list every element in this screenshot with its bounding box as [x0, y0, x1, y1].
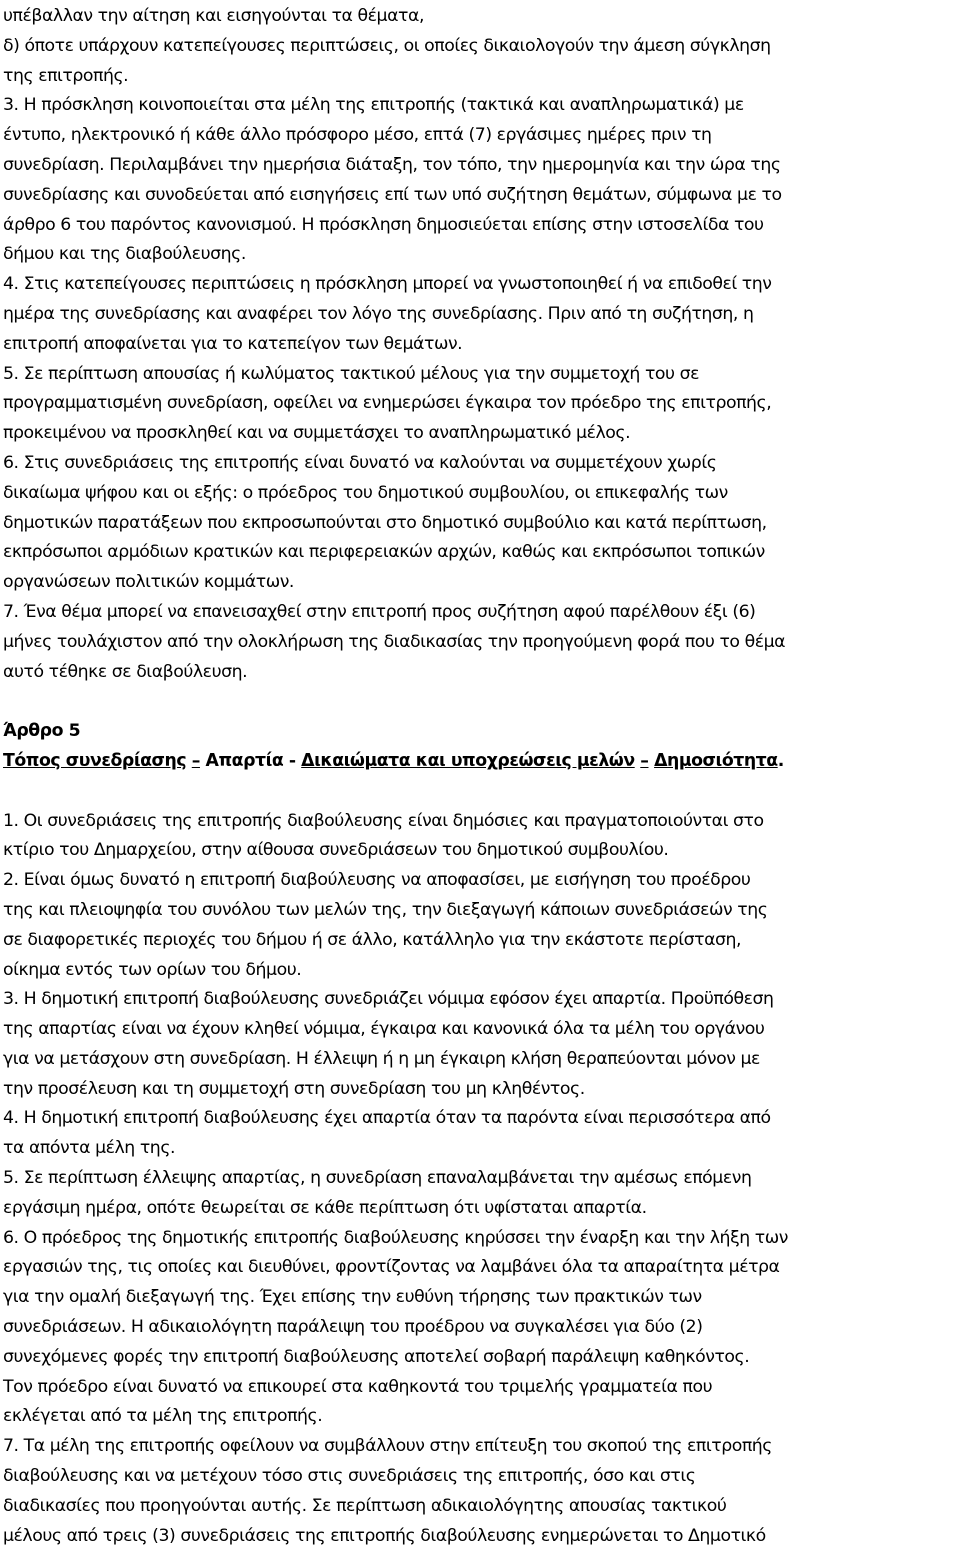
text-line: μέλους από τρεις (3) συνεδριάσεις της επιτροπής διαβούλευσης ενημερώνεται το Δημοτικό — [3, 1525, 766, 1546]
text-line: οργανώσεων πολιτικών κομμάτων. — [3, 572, 294, 593]
text-line: 5. Σε περίπτωση έλλειψης απαρτίας, η συνεδρίαση επαναλαμβάνεται την αμέσως επόμενη — [3, 1168, 752, 1189]
text-line: δημοτικών παρατάξεων που εκπροσωπούνται στο δημοτικό συμβούλιο και κατά περίπτωση, — [3, 512, 767, 533]
text-line: δήμου και της διαβούλευσης. — [3, 244, 246, 265]
text-line: 7. Ένα θέμα μπορεί να επανεισαχθεί στην επιτροπή προς συζήτηση αφού παρέλθουν έξι (6) — [3, 601, 756, 622]
text-line: συνεδριάσεων. Η αδικαιολόγητη παράλειψη του προέδρου να συγκαλέσει για δύο (2) — [3, 1317, 703, 1338]
text-line: 7. Τα μέλη της επιτροπής οφείλουν να συμβάλλουν στην επίτευξη του σκοπού της επιτροπής — [3, 1436, 772, 1457]
text-line: 2. Είναι όμως δυνατό η επιτροπή διαβούλευσης να αποφασίσει, με εισήγηση του προέδρου — [3, 870, 751, 891]
text-line: της και πλειοψηφία του συνόλου των μελών της, την διεξαγωγή κάποιων συνεδριάσεών της — [3, 899, 768, 920]
text-line: συνεχόμενες φορές την επιτροπή διαβούλευσης αποτελεί σοβαρή παράλειψη καθηκόντος. — [3, 1346, 750, 1367]
text-line: κτίριο του Δημαρχείου, στην αίθουσα συνεδριάσεων του δημοτικού συμβουλίου. — [3, 840, 669, 861]
article-title: Άρθρο 5 — [3, 721, 81, 742]
text-line: οίκημα εντός των ορίων του δήμου. — [3, 959, 302, 980]
text-line: της απαρτίας είναι να έχουν κληθεί νόμιμα, έγκαιρα και κανονικά όλα τα μέλη του οργάνου — [3, 1019, 765, 1040]
text-line: 5. Σε περίπτωση απουσίας ή κωλύματος τακτικού μέλους για την συμμετοχή του σε — [3, 363, 700, 384]
text-line: την προσέλευση και τη συμμετοχή στη συνεδρίαση του μη κληθέντος. — [3, 1078, 585, 1099]
text-line: εκλέγεται από τα μέλη της επιτροπής. — [3, 1406, 323, 1427]
text-line: εργάσιμη ημέρα, οπότε θεωρείται σε κάθε περίπτωση ότι υφίσταται απαρτία. — [3, 1197, 647, 1218]
paragraph-block-continuation — [3, 2, 957, 687]
subtitle-end: . — [777, 750, 784, 771]
text-line: 4. Η δημοτική επιτροπή διαβούλευσης έχει απαρτία όταν τα παρόντα είναι περισσότερα από — [3, 1108, 771, 1129]
text-line: δικαίωμα ψήφου και οι εξής: ο πρόεδρος του δημοτικού συμβουλίου, οι επικεφαλής των — [3, 482, 728, 503]
text-line: για να μετάσχουν στη συνεδρίαση. Η έλλειψη ή η μη έγκαιρη κλήση θεραπεύονται μόνον με — [3, 1048, 760, 1069]
text-line: υπέβαλλαν την αίτηση και εισηγούνται τα θέματα, — [3, 6, 424, 26]
text-line: συνεδρίασης και συνοδεύεται από εισηγήσεις επί των υπό συζήτηση θεμάτων, σύμφωνα με το — [3, 184, 782, 205]
text-line: της επιτροπής. — [3, 65, 129, 86]
subtitle-separator: Απαρτία - — [199, 750, 302, 771]
text-line: μήνες τουλάχιστον από την ολοκλήρωση της διαδικασίας την προηγούμενη φορά που το θέμα — [3, 631, 786, 652]
spacer — [3, 777, 957, 807]
spacer — [3, 687, 957, 717]
text-line: για την ομαλή διεξαγωγή της. Έχει επίσης την ευθύνη τήρησης των πρακτικών των — [3, 1287, 702, 1308]
text-line: 6. Στις συνεδριάσεις της επιτροπής είναι δυνατό να καλούνται να συμμετέχουν χωρίς — [3, 452, 717, 473]
text-line: δ) όποτε υπάρχουν κατεπείγουσες περιπτώσεις, οι οποίες δικαιολογούν την άμεση σύγκληση — [3, 35, 771, 56]
document-page — [3, 2, 957, 1551]
text-line: διαβούλευσης και να μετέχουν τόσο στις συνεδριάσεις της επιτροπής, όσο και στις — [3, 1466, 696, 1487]
text-line: 3. Η δημοτική επιτροπή διαβούλευσης συνεδριάζει νόμιμα εφόσον έχει απαρτία. Προϋπόθεση — [3, 989, 774, 1010]
text-line: συνεδρίαση. Περιλαμβάνει την ημερήσια διάταξη, τον τόπο, την ημερομηνία και την ώρα της — [3, 154, 781, 175]
article-subtitle — [3, 747, 957, 777]
text-line: άρθρο 6 του παρόντος κανονισμού. Η πρόσκληση δημοσιεύεται επίσης στην ιστοσελίδα του — [3, 214, 764, 235]
text-line: προκειμένου να προσκληθεί και να συμμετάσχει το αναπληρωματικό μέλος. — [3, 423, 631, 444]
text-line: προγραμματισμένη συνεδρίαση, οφείλει να ενημερώσει έγκαιρα τον πρόεδρο της επιτροπής, — [3, 393, 772, 414]
text-line: 6. Ο πρόεδρος της δημοτικής επιτροπής διαβούλευσης κηρύσσει την έναρξη και την λήξη των — [3, 1227, 788, 1248]
text-line: έντυπο, ηλεκτρονικό ή κάθε άλλο πρόσφορο μέσο, επτά (7) εργάσιμες ημέρες πριν τη — [3, 125, 712, 146]
text-line: εκπρόσωποι αρμόδιων κρατικών και περιφερειακών αρχών, καθώς και εκπρόσωποι τοπικών — [3, 542, 765, 563]
subtitle-segment: Δημοσιότητα — [654, 750, 778, 771]
subtitle-segment: – — [191, 750, 200, 771]
text-line: 3. Η πρόσκληση κοινοποιείται στα μέλη της επιτροπής (τακτικά και αναπληρωματικά) με — [3, 95, 744, 116]
text-line: Τον πρόεδρο είναι δυνατό να επικουρεί στα καθηκοντά του τριμελής γραμματεία που — [3, 1376, 713, 1397]
text-line: 4. Στις κατεπείγουσες περιπτώσεις η πρόσκληση μπορεί να γνωστοποιηθεί ή να επιδοθεί την — [3, 274, 772, 295]
subtitle-segment: Δικαιώματα και υποχρεώσεις μελών — [301, 750, 635, 771]
text-line: σε διαφορετικές περιοχές του δήμου ή σε άλλο, κατάλληλο για την εκάστοτε περίσταση, — [3, 929, 742, 950]
subtitle-segment: – — [640, 750, 649, 771]
subtitle-segment: Τόπος συνεδρίασης — [3, 750, 187, 771]
text-line: επιτροπή αποφαίνεται για το κατεπείγον των θεμάτων. — [3, 333, 463, 354]
text-line: 1. Οι συνεδριάσεις της επιτροπής διαβούλευσης είναι δημόσιες και πραγματοποιούνται στο — [3, 810, 764, 831]
text-line: αυτό τέθηκε σε διαβούλευση. — [3, 661, 248, 682]
article-body — [3, 807, 957, 1552]
text-line: εργασιών της, τις οποίες και διευθύνει, φροντίζοντας να λαμβάνει όλα τα απαραίτητα μέτρα — [3, 1257, 780, 1278]
text-line: ημέρα της συνεδρίασης και αναφέρει τον λόγο της συνεδρίασης. Πριν από τη συζήτηση, η — [3, 303, 754, 324]
text-line: διαδικασίες που προηγούνται αυτής. Σε περίπτωση αδικαιολόγητης απουσίας τακτικού — [3, 1495, 727, 1516]
text-line: τα απόντα μέλη της. — [3, 1138, 176, 1159]
